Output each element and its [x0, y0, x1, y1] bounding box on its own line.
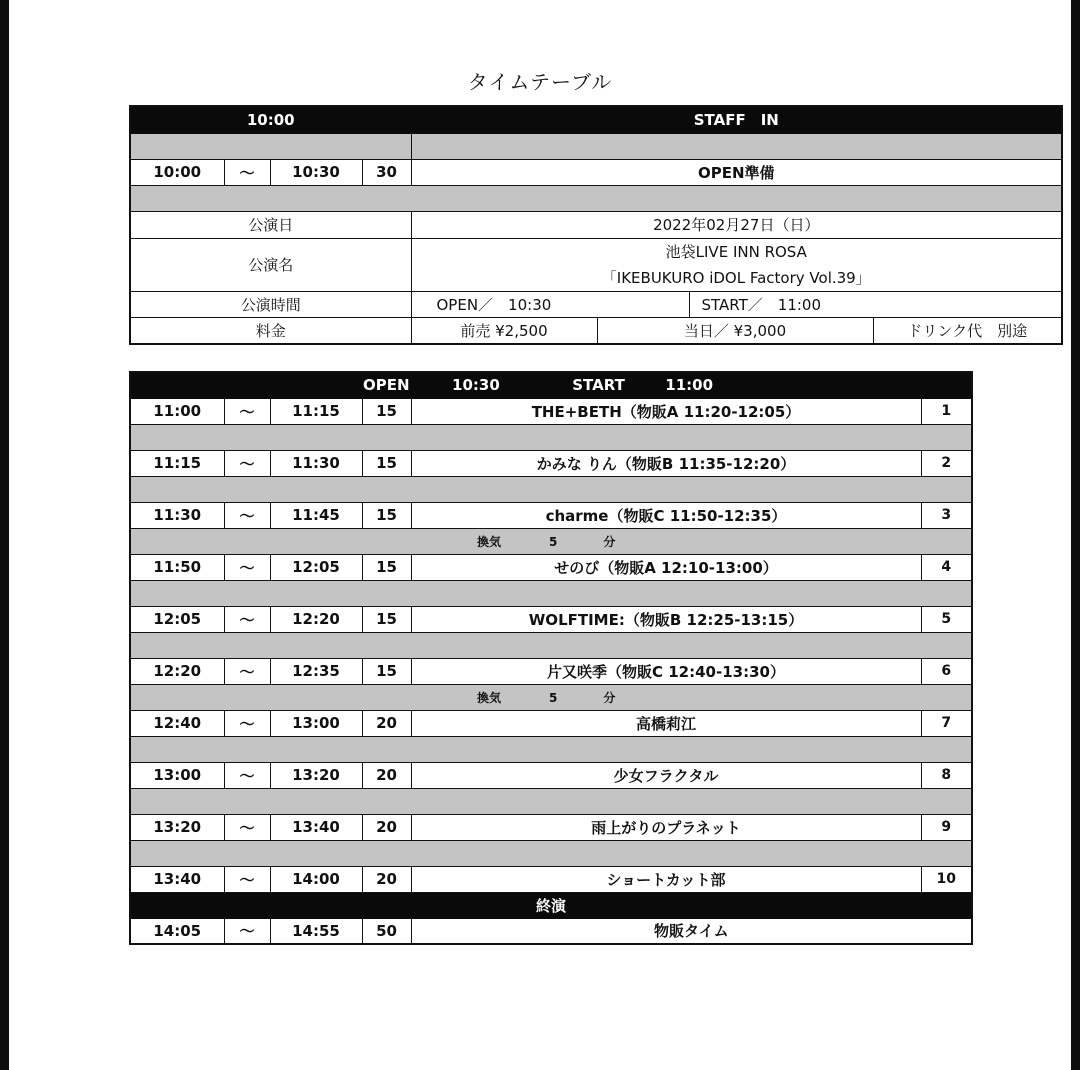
- break-label: 換気: [477, 690, 502, 705]
- prep-end-time: 10:30: [270, 159, 362, 185]
- drink-fee: ドリンク代 別途: [873, 317, 1062, 344]
- slot-end-time: 12:05: [270, 554, 362, 580]
- slot-order-number: 9: [921, 814, 972, 840]
- spacer-cell: [130, 840, 972, 866]
- open-time-text: OPEN／ 10:30: [411, 291, 689, 317]
- slot-duration: 15: [362, 606, 411, 632]
- slot-performer: charme（物販C 11:50-12:35）: [411, 502, 921, 528]
- spacer-cell: [130, 476, 972, 502]
- venue-name: 池袋LIVE INN ROSA: [665, 242, 807, 261]
- slot-start-time: 12:40: [130, 710, 224, 736]
- table-row: [130, 606, 972, 632]
- prep-start-time: 10:00: [130, 159, 224, 185]
- slot-performer: せのび（物販A 12:10-13:00）: [411, 554, 921, 580]
- table-row: [130, 814, 972, 840]
- slot-duration: 20: [362, 762, 411, 788]
- ventilation-break-row: [130, 684, 972, 710]
- slot-performer: 少女フラクタル: [411, 762, 921, 788]
- break-unit: 分: [603, 534, 616, 549]
- start-time: 11:00: [665, 376, 714, 395]
- slot-end-time: 13:20: [270, 762, 362, 788]
- slot-order-number: 3: [921, 502, 972, 528]
- door-price: 当日／ ¥3,000: [597, 317, 873, 344]
- date-value: 2022年02月27日（日）: [411, 211, 1062, 238]
- end-of-show-row: [130, 892, 972, 918]
- prep-tilde: 〜: [224, 159, 270, 185]
- schedule-header: [130, 372, 972, 398]
- slot-performer: ショートカット部: [411, 866, 921, 892]
- slot-tilde: 〜: [224, 710, 270, 736]
- break-minutes: 5: [549, 690, 558, 705]
- spacer-cell: [130, 632, 972, 658]
- event-name-label: 公演名: [130, 238, 411, 291]
- spacer-cell: [130, 788, 972, 814]
- ventilation-break: [130, 684, 972, 710]
- spacer-row: [130, 840, 972, 866]
- slot-start-time: 11:50: [130, 554, 224, 580]
- slot-performer: かみな りん（物販B 11:35-12:20）: [411, 450, 921, 476]
- slot-start-time: 13:00: [130, 762, 224, 788]
- spacer-row: [130, 424, 972, 450]
- merch-end-time: 14:55: [270, 918, 362, 944]
- slot-tilde: 〜: [224, 658, 270, 684]
- event-info-table: [129, 105, 1063, 345]
- slot-start-time: 11:30: [130, 502, 224, 528]
- table-row: [130, 710, 972, 736]
- slot-tilde: 〜: [224, 866, 270, 892]
- break-label: 換気: [477, 534, 502, 549]
- ventilation-break: [130, 528, 972, 554]
- spacer-row: [130, 632, 972, 658]
- slot-duration: 20: [362, 710, 411, 736]
- slot-end-time: 12:35: [270, 658, 362, 684]
- slot-duration: 15: [362, 398, 411, 424]
- slot-start-time: 11:15: [130, 450, 224, 476]
- spacer-row: [130, 736, 972, 762]
- slot-order-number: 2: [921, 450, 972, 476]
- slot-duration: 20: [362, 866, 411, 892]
- table-row: [130, 866, 972, 892]
- spacer-row: [130, 788, 972, 814]
- spacer-row: [130, 185, 1062, 211]
- slot-end-time: 11:15: [270, 398, 362, 424]
- ventilation-break-row: [130, 528, 972, 554]
- slot-end-time: 12:20: [270, 606, 362, 632]
- slot-start-time: 12:20: [130, 658, 224, 684]
- slot-performer: 片又咲季（物販C 12:40-13:30）: [411, 658, 921, 684]
- slot-start-time: 11:00: [130, 398, 224, 424]
- slot-order-number: 7: [921, 710, 972, 736]
- prep-label: OPEN準備: [411, 159, 1062, 185]
- slot-duration: 15: [362, 658, 411, 684]
- slot-end-time: 11:30: [270, 450, 362, 476]
- break-minutes: 5: [549, 534, 558, 549]
- event-name: 「IKEBUKURO iDOL Factory Vol.39」: [601, 268, 871, 287]
- table-row: [130, 502, 972, 528]
- table-row: [130, 554, 972, 580]
- slot-end-time: 14:00: [270, 866, 362, 892]
- slot-tilde: 〜: [224, 398, 270, 424]
- table-row: [130, 762, 972, 788]
- slot-tilde: 〜: [224, 606, 270, 632]
- page-title: タイムテーブル: [467, 70, 613, 94]
- slot-tilde: 〜: [224, 450, 270, 476]
- slot-start-time: 12:05: [130, 606, 224, 632]
- table-row: [130, 398, 972, 424]
- slot-duration: 15: [362, 450, 411, 476]
- start-time-text: START／ 11:00: [689, 291, 1062, 317]
- date-label: 公演日: [130, 211, 411, 238]
- staff-in-label: STAFF IN: [411, 106, 1062, 133]
- merch-row: [130, 918, 972, 944]
- prep-duration: 30: [362, 159, 411, 185]
- slot-duration: 15: [362, 554, 411, 580]
- open-time: 10:30: [452, 376, 500, 395]
- show-time-label: 公演時間: [130, 291, 411, 317]
- slot-end-time: 13:00: [270, 710, 362, 736]
- slot-start-time: 13:40: [130, 866, 224, 892]
- open-label: OPEN: [363, 376, 410, 395]
- spacer-cell: [130, 736, 972, 762]
- end-of-show-label: 終演: [130, 892, 972, 918]
- spacer-cell: [130, 424, 972, 450]
- timetable: [129, 371, 973, 945]
- slot-duration: 15: [362, 502, 411, 528]
- spacer-row: [130, 476, 972, 502]
- merch-duration: 50: [362, 918, 411, 944]
- slot-performer: WOLFTIME:（物販B 12:25-13:15）: [411, 606, 921, 632]
- slot-order-number: 5: [921, 606, 972, 632]
- merch-tilde: 〜: [224, 918, 270, 944]
- spacer-row: [411, 133, 1062, 159]
- slot-order-number: 10: [921, 866, 972, 892]
- spacer-row: [130, 580, 972, 606]
- slot-order-number: 1: [921, 398, 972, 424]
- slot-tilde: 〜: [224, 814, 270, 840]
- spacer-row: [130, 133, 411, 159]
- slot-start-time: 13:20: [130, 814, 224, 840]
- document-page: [9, 0, 1071, 1070]
- spacer-cell: [130, 580, 972, 606]
- staff-in-time: 10:00: [130, 106, 411, 133]
- merch-start-time: 14:05: [130, 918, 224, 944]
- slot-performer: 高橋莉江: [411, 710, 921, 736]
- table-row: [130, 450, 972, 476]
- slot-performer: THE+BETH（物販A 11:20-12:05）: [411, 398, 921, 424]
- fee-label: 料金: [130, 317, 411, 344]
- event-name-value: [411, 238, 1062, 291]
- slot-order-number: 8: [921, 762, 972, 788]
- slot-order-number: 4: [921, 554, 972, 580]
- slot-performer: 雨上がりのプラネット: [411, 814, 921, 840]
- slot-tilde: 〜: [224, 554, 270, 580]
- slot-tilde: 〜: [224, 762, 270, 788]
- slot-duration: 20: [362, 814, 411, 840]
- slot-tilde: 〜: [224, 502, 270, 528]
- merch-label: 物販タイム: [411, 918, 972, 944]
- break-unit: 分: [603, 690, 616, 705]
- slot-end-time: 13:40: [270, 814, 362, 840]
- presale-price: 前売 ¥2,500: [411, 317, 597, 344]
- slot-end-time: 11:45: [270, 502, 362, 528]
- start-label: START: [572, 376, 625, 395]
- slot-order-number: 6: [921, 658, 972, 684]
- table-row: [130, 658, 972, 684]
